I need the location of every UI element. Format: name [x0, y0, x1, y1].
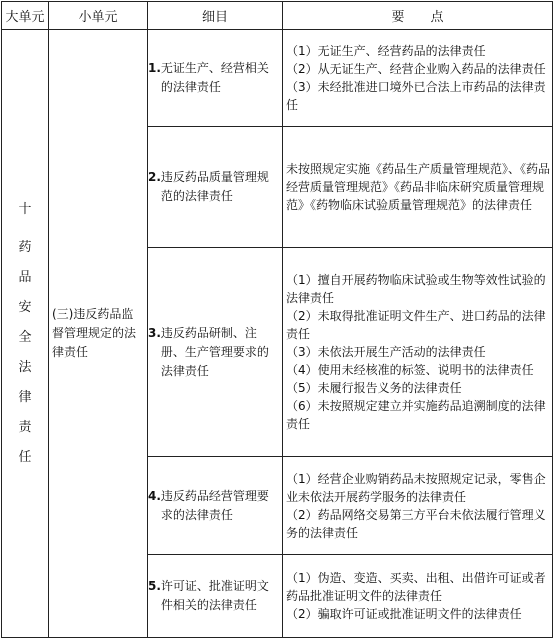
item-cell: [148, 127, 283, 248]
point-text: （3）未依法开展生产活动的法律责任: [286, 345, 486, 359]
points-cell: [283, 127, 553, 248]
unit-cell: [2, 30, 49, 638]
syllabus-table: [1, 1, 553, 638]
point-text: （2）药品网络交易第三方平台未依法履行管理义务的法律责任: [286, 507, 546, 540]
points-cell: [283, 457, 553, 555]
item-cell: [148, 457, 283, 555]
header-points: 要 点: [283, 2, 553, 30]
header-item: 细目: [148, 2, 283, 30]
item-number: 3.: [148, 325, 161, 340]
point-text: （2）未取得批准证明文件生产、进口药品的法律责任: [286, 309, 546, 341]
point-text: （1）无证生产、经营药品的法律责任: [286, 44, 486, 58]
point-text: （3）未经批准进口境外已合法上市药品的法律责任: [286, 80, 546, 112]
header-subunit: 小单元: [49, 2, 148, 30]
item-number: 1.: [148, 61, 161, 75]
item-title: 违反药品质量管理规范的法律责任: [160, 170, 269, 203]
item-title: 许可证、批准证明文件相关的法律责任: [160, 579, 269, 612]
item-number: 2.: [148, 170, 161, 184]
table-row: [2, 30, 553, 127]
item-number: 4.: [148, 488, 161, 503]
point-text: （1）擅自开展药物临床试验或生物等效性试验的法律责任: [286, 273, 546, 305]
item-cell: [148, 30, 283, 127]
point-text: （2）骗取许可证或批准证明文件的法律责任: [286, 607, 522, 621]
subunit-cell: [49, 30, 148, 638]
points-cell: [283, 248, 553, 457]
item-number: 5.: [148, 579, 161, 593]
item-title: 违反药品研制、注册、生产管理要求的法律责任: [160, 325, 269, 378]
point-text: （6）未按照规定建立并实施药品追溯制度的法律责任: [286, 399, 546, 431]
header-unit: 大单元: [2, 2, 49, 30]
item-title: 违反药品经营管理要求的法律责任: [160, 488, 269, 522]
point-text: （1）伪造、变造、买卖、出租、出借许可证或者药品批准证明文件的法律责任: [286, 571, 546, 603]
point-text: （4）使用未经核准的标签、说明书的法律责任: [286, 363, 534, 377]
header-row: [2, 2, 553, 30]
point-text: （2）从无证生产、经营企业购入药品的法律责任: [286, 62, 546, 76]
item-cell: [148, 555, 283, 638]
points-cell: [283, 30, 553, 127]
point-text: （5）未履行报告义务的法律责任: [286, 381, 462, 395]
point-text: （1）经营企业购销药品未按照规定记录，零售企业未依法开展药学服务的法律责任: [286, 471, 546, 504]
points-cell: [283, 555, 553, 638]
unit-label: 十 药 品 安 全 法 律 责 任: [18, 201, 32, 465]
item-title: 无证生产、经营相关的法律责任: [160, 61, 269, 94]
item-cell: [148, 248, 283, 457]
subunit-label: (三)违反药品监督管理规定的法律责任: [52, 307, 137, 359]
point-text: 未按照规定实施《药品生产质量管理规范》、《药品经营质量管理规范》《药品非临床研究质量管理规范》《药物临床试验质量管理规范》的法律责任: [286, 162, 551, 212]
